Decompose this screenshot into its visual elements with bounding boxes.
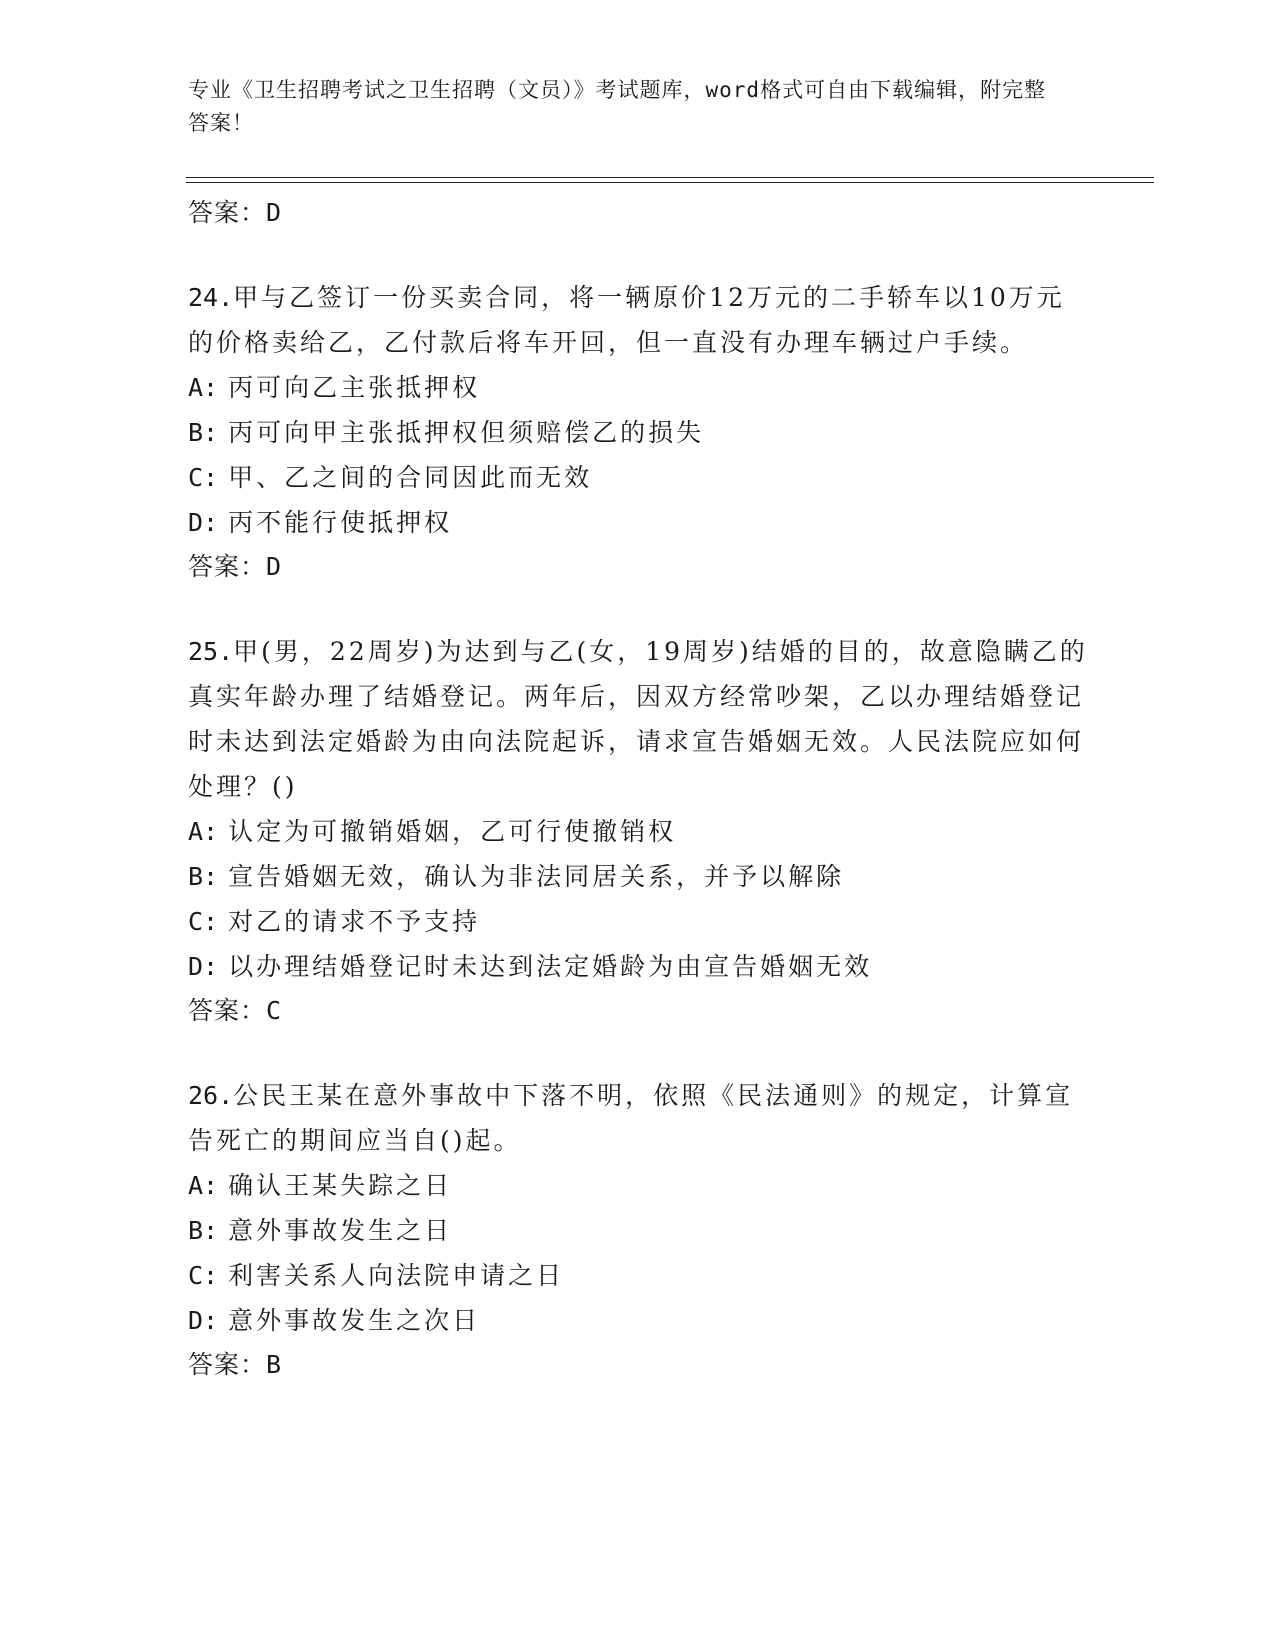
option-text: 认定为可撤销婚姻，乙可行使撤销权 xyxy=(228,817,677,846)
option-text: 甲、乙之间的合同因此而无效 xyxy=(228,463,593,492)
answer-value: D xyxy=(266,198,283,227)
option-b xyxy=(188,410,1088,455)
answer-line xyxy=(188,191,1088,235)
document-body xyxy=(188,191,1088,1387)
option-text: 意外事故发生之日 xyxy=(228,1216,453,1245)
answer-line xyxy=(188,989,1088,1033)
option-c xyxy=(188,455,1088,500)
option-d xyxy=(188,944,1088,989)
option-text: 丙不能行使抵押权 xyxy=(228,508,453,537)
option-letter: D: xyxy=(188,1306,219,1335)
option-text: 丙可向乙主张抵押权 xyxy=(228,373,481,402)
answer-label: 答案： xyxy=(188,1350,267,1379)
question-text: 公民王某在意外事故中下落不明，依照《民法通则》的规定，计算宣告死亡的期间应当自()起。 xyxy=(188,1081,1074,1155)
option-a xyxy=(188,1163,1088,1208)
option-d xyxy=(188,500,1088,545)
option-letter: D: xyxy=(188,508,219,537)
question-number: 24. xyxy=(188,283,234,312)
option-c xyxy=(188,899,1088,944)
header-divider xyxy=(186,177,1154,183)
question-stem xyxy=(188,629,1088,809)
option-letter: A: xyxy=(188,1171,219,1200)
question-text: 甲(男，22周岁)为达到与乙(女，19周岁)结婚的目的，故意隐瞒乙的真实年龄办理了结婚登记。两年后，因双方经常吵架，乙以办理结婚登记时未达到法定婚龄为由向法院起诉，请求宣告婚姻无效。人民法院应如何处理？() xyxy=(188,637,1088,801)
option-text: 利害关系人向法院申请之日 xyxy=(228,1261,565,1290)
option-letter: C: xyxy=(188,907,219,936)
option-a xyxy=(188,809,1088,854)
answer-value: B xyxy=(266,1350,283,1379)
answer-line xyxy=(188,1343,1088,1387)
question-stem xyxy=(188,275,1088,365)
option-letter: B: xyxy=(188,1216,219,1245)
option-letter: B: xyxy=(188,418,219,447)
question-block xyxy=(188,1073,1088,1387)
option-text: 宣告婚姻无效，确认为非法同居关系，并予以解除 xyxy=(228,862,845,891)
question-number: 26. xyxy=(188,1081,234,1110)
option-letter: C: xyxy=(188,1261,219,1290)
question-block xyxy=(188,275,1088,589)
question-number: 25. xyxy=(188,637,234,666)
option-text: 确认王某失踪之日 xyxy=(228,1171,453,1200)
question-text: 甲与乙签订一份买卖合同，将一辆原价12万元的二手轿车以10万元的价格卖给乙，乙付款后将车开回，但一直没有办理车辆过户手续。 xyxy=(188,283,1065,357)
option-c xyxy=(188,1253,1088,1298)
option-letter: C: xyxy=(188,463,219,492)
option-letter: B: xyxy=(188,862,219,891)
answer-label: 答案： xyxy=(188,552,267,581)
answer-label: 答案： xyxy=(188,996,267,1025)
answer-value: C xyxy=(266,996,283,1025)
option-text: 以办理结婚登记时未达到法定婚龄为由宣告婚姻无效 xyxy=(228,952,873,981)
option-letter: A: xyxy=(188,817,219,846)
option-d xyxy=(188,1298,1088,1343)
option-letter: D: xyxy=(188,952,219,981)
document-header: 专业《卫生招聘考试之卫生招聘（文员）》考试题库，word格式可自由下载编辑，附完整答案！ xyxy=(188,78,1047,135)
answer-label: 答案： xyxy=(188,198,267,227)
option-letter: A: xyxy=(188,373,219,402)
option-text: 对乙的请求不予支持 xyxy=(228,907,481,936)
question-stem xyxy=(188,1073,1088,1163)
option-text: 意外事故发生之次日 xyxy=(228,1306,481,1335)
answer-value: D xyxy=(266,552,283,581)
option-a xyxy=(188,365,1088,410)
option-b xyxy=(188,854,1088,899)
option-text: 丙可向甲主张抵押权但须赔偿乙的损失 xyxy=(228,418,705,447)
question-block xyxy=(188,629,1088,1033)
answer-line xyxy=(188,545,1088,589)
option-b xyxy=(188,1208,1088,1253)
